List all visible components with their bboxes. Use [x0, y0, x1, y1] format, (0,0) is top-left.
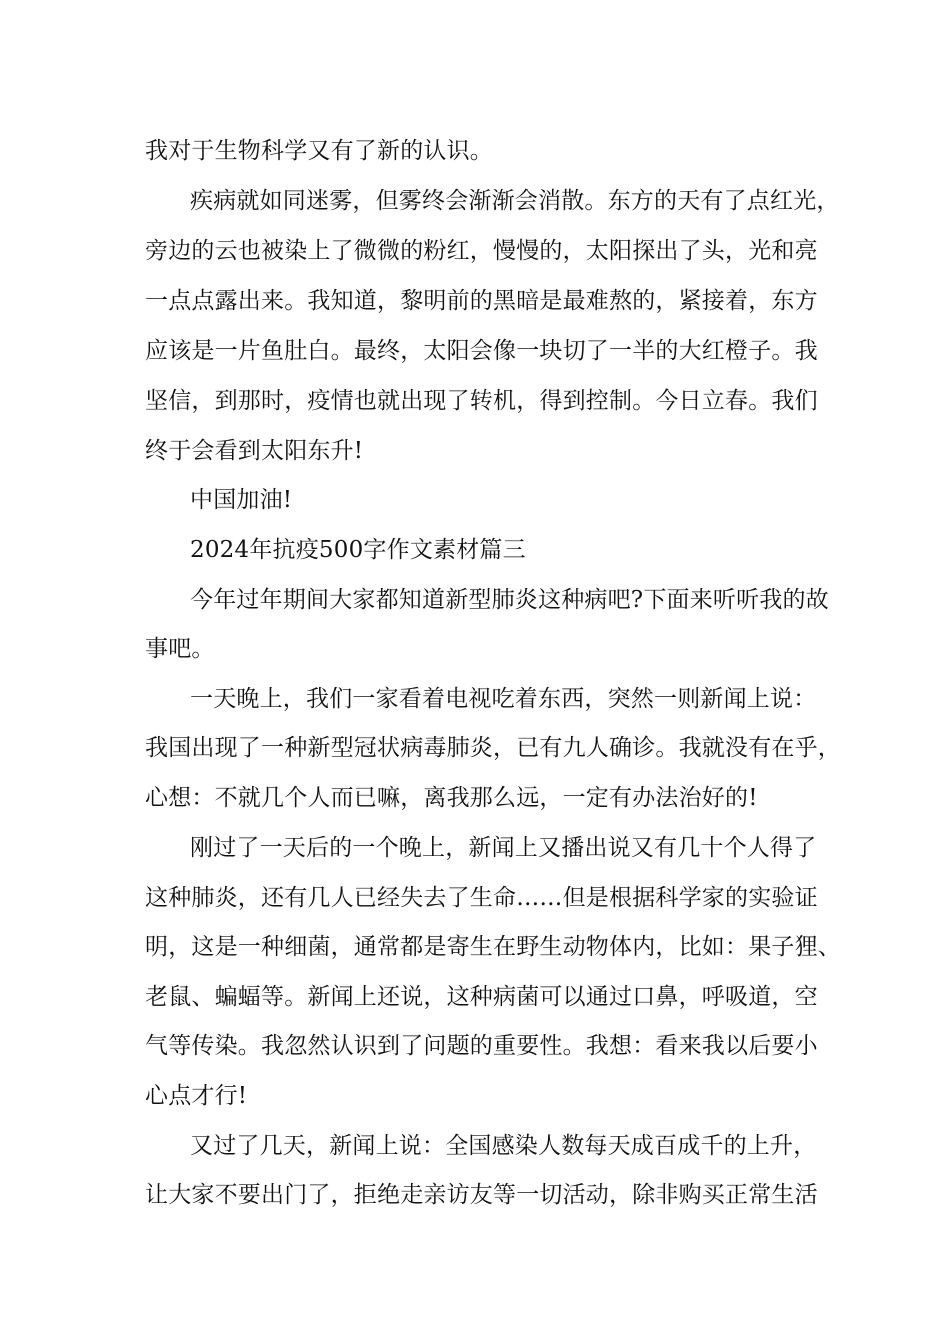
text-line: 让大家不要出门了，拒绝走亲访友等一切活动，除非购买正常生活: [145, 1182, 818, 1208]
text-line: 我对于生物科学又有了新的认识。: [145, 138, 493, 164]
text-line: 明，这是一种细菌，通常都是寄生在野生动物体内，比如：果子狸、: [145, 934, 841, 960]
text-line: 今年过年期间大家都知道新型肺炎这种病吧?下面来听听我的故: [190, 587, 829, 613]
text-line: 一天晚上，我们一家看着电视吃着东西，突然一则新闻上说：: [190, 686, 817, 712]
text-line: 我国出现了一种新型冠状病毒肺炎，已有九人确诊。我就没有在乎，: [145, 735, 841, 761]
text-line: 坚信，到那时，疫情也就出现了转机，得到控制。今日立春。我们: [145, 388, 818, 414]
text-line: 心想：不就几个人而已嘛，离我那么远，一定有办法治好的!: [145, 785, 758, 811]
text-line: 这种肺炎，还有几人已经失去了生命……但是根据科学家的实验证: [145, 885, 818, 911]
text-line: 心点才行!: [145, 1083, 248, 1109]
text-line: 又过了几天，新闻上说：全国感染人数每天成百成千的上升，: [190, 1133, 817, 1159]
text-line: 老鼠、蝙蝠等。新闻上还说，这种病菌可以通过口鼻，呼吸道，空: [145, 984, 818, 1010]
text-line: 气等传染。我忽然认识到了问题的重要性。我想：看来我以后要小: [145, 1033, 818, 1059]
text-line: 疾病就如同迷雾，但雾终会渐渐会消散。东方的天有了点红光，: [190, 188, 840, 214]
text-line: 事吧。: [145, 636, 215, 662]
text-line: 刚过了一天后的一个晚上，新闻上又播出说又有几十个人得了: [190, 835, 817, 861]
text-line: 旁边的云也被染上了微微的粉红，慢慢的，太阳探出了头，光和亮: [145, 238, 818, 264]
text-line: 中国加油!: [190, 487, 293, 513]
section-heading: 2024年抗疫500字作文素材篇三: [190, 537, 526, 563]
text-line: 终于会看到太阳东升!: [145, 438, 364, 464]
text-line: 一点点露出来。我知道，黎明前的黑暗是最难熬的，紧接着，东方: [145, 288, 818, 314]
text-line: 应该是一片鱼肚白。最终，太阳会像一块切了一半的大红橙子。我: [145, 338, 818, 364]
